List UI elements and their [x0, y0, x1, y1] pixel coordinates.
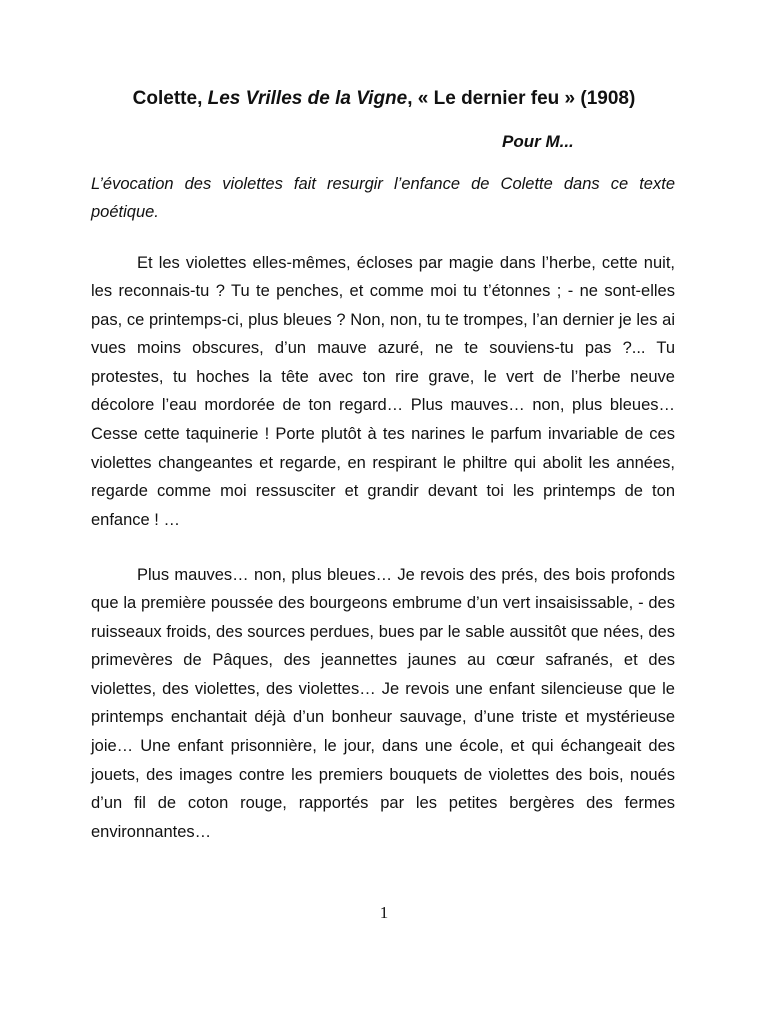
- title-book: Les Vrilles de la Vigne: [207, 88, 408, 109]
- page-number: 1: [379, 903, 389, 922]
- document-title: [0, 86, 768, 112]
- title-author: Colette,: [132, 88, 208, 109]
- dedication: Pour M...: [502, 132, 574, 151]
- title-rest: , « Le dernier feu » (1908): [407, 88, 636, 109]
- paragraph-1: Et les violettes elles-mêmes, écloses par magie dans l’herbe, cette nuit, les reconnais-tu ? Tu te penches, et comme moi tu t’étonnes ; - ne sont-elles pas, ce printemps-ci, plus bleues ? Non, non, tu te trompes, l’an dernier je les ai vues moins obscures, d’un mauve azuré, ne te souviens-tu pas ?... Tu protestes, tu hoches la tête avec ton rire grave, le vert de l’herbe neuve décolore l’eau mordorée de ton regard… Plus mauves… non, plus bleues… Cesse cette taquinerie ! Porte plutôt à tes narines le parfum invariable de ces violettes changeantes et regarde, en respirant le philtre qui abolit les années, regarde comme moi ressusciter et grandir devant toi les printemps de ton enfance ! …: [91, 253, 675, 529]
- intro-text: L’évocation des violettes fait resurgir l’enfance de Colette dans ce texte poétique.: [91, 175, 675, 221]
- paragraph-2: Plus mauves… non, plus bleues… Je revois des prés, des bois profonds que la première poussée des bourgeons embrume d’un vert insaisissable, - des ruisseaux froids, des sources perdues, bues par le sable aussitôt que nées, des primevères de Pâques, des jeannettes jaunes au cœur safranés, et des violettes, des violettes, des violettes… Je revois une enfant silencieuse que le printemps enchantait déjà d’un bonheur sauvage, d’une triste et mystérieuse joie… Une enfant prisonnière, le jour, dans une école, et qui échangeait des jouets, des images contre les premiers bouquets de violettes des bois, noués d’un fil de coton rouge, rapportés par les petites bergères des fermes environnantes…: [91, 565, 675, 841]
